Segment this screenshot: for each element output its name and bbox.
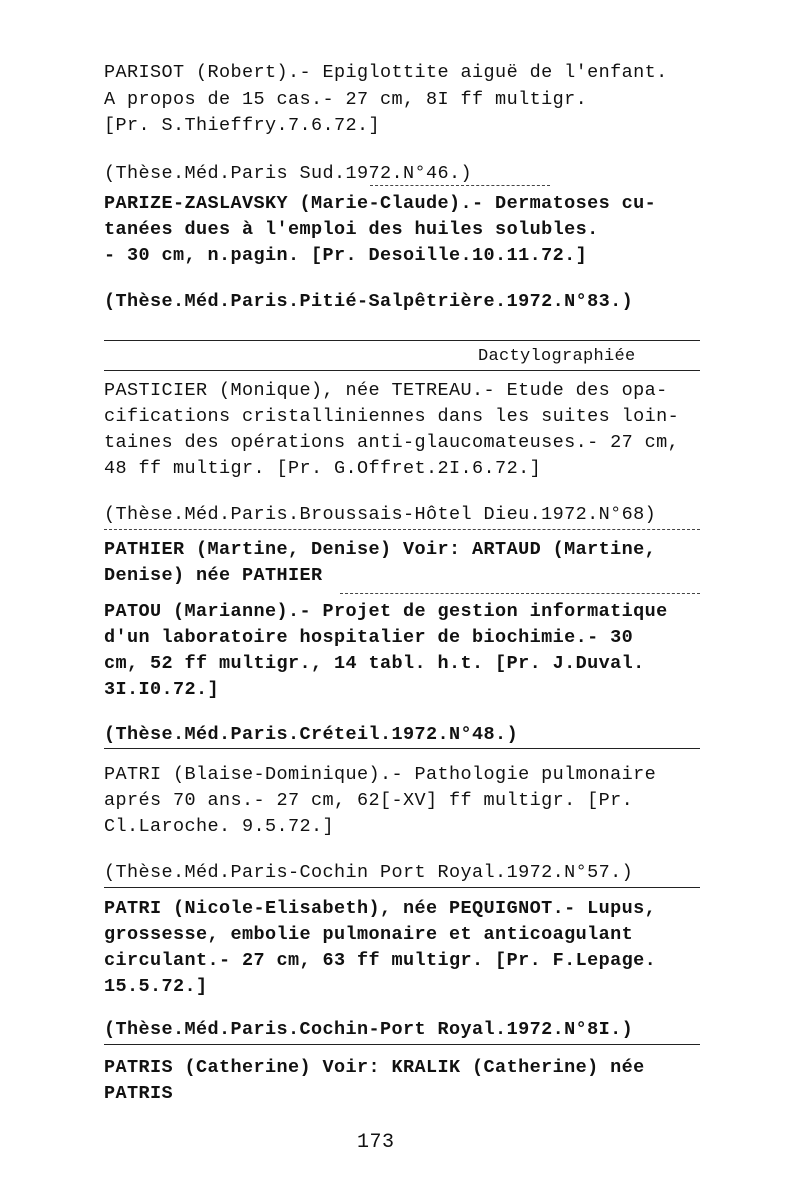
entry-line: PATOU (Marianne).- Projet de gestion informatique: [104, 601, 668, 622]
separator-rule: [340, 593, 700, 594]
thesis-reference: (Thèse.Méd.Paris.Cochin-Port Royal.1972.N°8I.): [104, 1019, 634, 1040]
entry-line: - 30 cm, n.pagin. [Pr. Desoille.10.11.72.]: [104, 245, 588, 266]
entry-line: tanées dues à l'emploi des huiles solubles.: [104, 219, 599, 240]
entry-line: cifications cristalliniennes dans les suites loin-: [104, 406, 680, 427]
entry-line: aprés 70 ans.- 27 cm, 62[-XV] ff multigr. [Pr.: [104, 790, 634, 811]
entry-line: d'un laboratoire hospitalier de biochimie.- 30: [104, 627, 634, 648]
thesis-reference: (Thèse.Méd.Paris.Pitié-Salpêtrière.1972.N°83.): [104, 291, 634, 312]
entry-line: PATRIS (Catherine) Voir: KRALIK (Catherine) née: [104, 1057, 645, 1078]
separator-rule: [104, 748, 700, 749]
entry-line: 15.5.72.]: [104, 976, 208, 997]
page-number: 173: [357, 1131, 395, 1154]
entry-line: PATHIER (Martine, Denise) Voir: ARTAUD (Martine,: [104, 539, 657, 560]
entry-line: PATRI (Blaise-Dominique).- Pathologie pulmonaire: [104, 764, 657, 785]
thesis-reference: (Thèse.Méd.Paris Sud.1972.N°46.): [104, 163, 473, 184]
entry-line: [Pr. S.Thieffry.7.6.72.]: [104, 115, 381, 136]
entry-line: 48 ff multigr. [Pr. G.Offret.2I.6.72.]: [104, 458, 542, 479]
separator-rule: [104, 370, 700, 371]
separator-rule: [104, 887, 700, 888]
entry-line: PARISOT (Robert).- Epiglottite aiguë de l'enfant.: [104, 62, 668, 83]
entry-line: cm, 52 ff multigr., 14 tabl. h.t. [Pr. J.Duval.: [104, 653, 645, 674]
entry-line: circulant.- 27 cm, 63 ff multigr. [Pr. F.Lepage.: [104, 950, 657, 971]
separator-rule: [104, 1044, 700, 1045]
entry-line: PATRIS: [104, 1083, 174, 1104]
entry-line: Cl.Laroche. 9.5.72.]: [104, 816, 335, 837]
entry-line: PASTICIER (Monique), née TETREAU.- Etude des opa-: [104, 380, 668, 401]
entry-line: PARIZE-ZASLAVSKY (Marie-Claude).- Dermatoses cu-: [104, 193, 657, 214]
entry-line: 3I.I0.72.]: [104, 679, 220, 700]
thesis-reference: (Thèse.Méd.Paris.Créteil.1972.N°48.): [104, 724, 519, 745]
entry-line: grossesse, embolie pulmonaire et anticoagulant: [104, 924, 634, 945]
entry-line: taines des opérations anti-glaucomateuses.- 27 cm,: [104, 432, 680, 453]
entry-line: Denise) née PATHIER: [104, 565, 323, 586]
separator-rule: [370, 185, 550, 186]
entry-line: A propos de 15 cas.- 27 cm, 8I ff multigr.: [104, 89, 588, 110]
thesis-reference: (Thèse.Méd.Paris.Broussais-Hôtel Dieu.1972.N°68): [104, 504, 657, 525]
separator-rule: [104, 529, 700, 530]
thesis-reference: (Thèse.Méd.Paris-Cochin Port Royal.1972.N°57.): [104, 862, 634, 883]
entry-line: PATRI (Nicole-Elisabeth), née PEQUIGNOT.- Lupus,: [104, 898, 657, 919]
dactylographiee-note: Dactylographiée: [478, 347, 636, 366]
separator-rule: [104, 340, 700, 341]
